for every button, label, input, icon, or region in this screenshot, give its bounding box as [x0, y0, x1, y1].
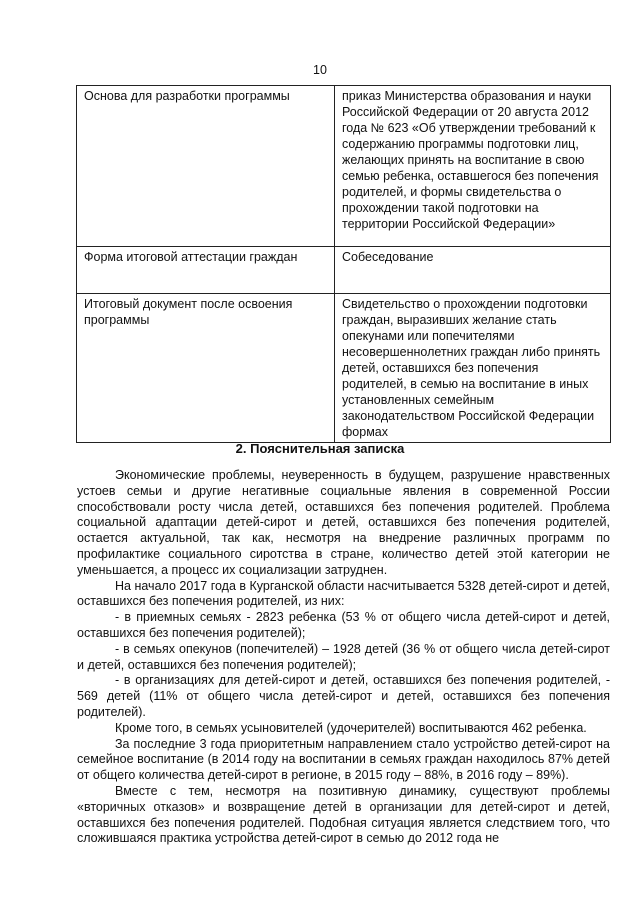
- table-cell-label: Форма итоговой аттестации граждан: [77, 247, 335, 294]
- paragraph: Кроме того, в семьях усыновителей (удочерителей) воспитываются 462 ребенка.: [115, 720, 587, 735]
- paragraph: Экономические проблемы, неуверенность в будущем, разрушение нравственных устоев семьи и другие негативные социальные явления в современной России способствовали росту числа детей, оставшихся без попечения родителей. Проблема социальной адаптации детей-сирот и детей, оставшихся без попечения родителей, остается актуальной, так как, несмотря на внедрение различных программ по профилактике социального сиротства в стране, количество детей этой категории не уменьшается, а процесс их социализации затруднен.: [77, 468, 610, 577]
- table-cell-value: Свидетельство о прохождении подготовки граждан, выразивших желание стать опекунами или попечителями несовершеннолетних граждан либо принять детей, оставшихся без попечения родителей, в семью на воспитание в иных установленных семейным законодательством Российской Федерации формах: [335, 294, 611, 443]
- section-title: 2. Пояснительная записка: [235, 441, 405, 456]
- table-cell-label: Основа для разработки программы: [77, 86, 335, 247]
- program-info-table: [76, 85, 611, 443]
- paragraph: На начало 2017 года в Курганской области насчитывается 5328 детей-сирот и детей, оставшихся без попечения родителей, из них:: [77, 578, 610, 609]
- table-cell-label: Итоговый документ после освоения программы: [77, 294, 335, 443]
- table-row: [77, 247, 611, 294]
- table-cell-value: приказ Министерства образования и науки Российской Федерации от 20 августа 2012 года № 623 «Об утверждении требований к содержанию программы подготовки лиц, желающих принять на воспитание в свою семью ребенка, оставшегося без попечения родителей, и формы свидетельства о прохождении такой подготовки на территории Российской Федерации»: [335, 86, 611, 247]
- table-row: [77, 86, 611, 247]
- paragraph: За последние 3 года приоритетным направлением стало устройство детей-сирот на семейное воспитание (в 2014 году на воспитании в семьях граждан находилось 87% детей от общего количества детей-сирот в регионе, в 2015 году – 88%, в 2016 году – 89%).: [77, 736, 610, 783]
- paragraph: - в семьях опекунов (попечителей) – 1928 детей (36 % от общего числа детей-сирот и детей, оставшихся без попечения родителей);: [77, 641, 610, 672]
- table-row: [77, 294, 611, 443]
- page-number: 10: [313, 63, 327, 77]
- paragraph: Вместе с тем, несмотря на позитивную динамику, существуют проблемы «вторичных отказов» и возвращение детей в организации для детей-сирот и детей, оставшихся без попечения родителей. Подобная ситуация является следствием того, что сложившаяся практика устройства детей-сирот в семью до 2012 года не: [77, 783, 610, 846]
- paragraph: - в приемных семьях - 2823 ребенка (53 % от общего числа детей-сирот и детей, оставшихся без попечения родителей);: [77, 610, 610, 640]
- paragraph: - в организациях для детей-сирот и детей, оставшихся без попечения родителей, - 569 детей (11% от общего числа детей-сирот и детей, оставшихся без попечения родителей).: [77, 673, 610, 719]
- table-cell-value: Собеседование: [335, 247, 611, 294]
- explanatory-note-body: [77, 468, 610, 847]
